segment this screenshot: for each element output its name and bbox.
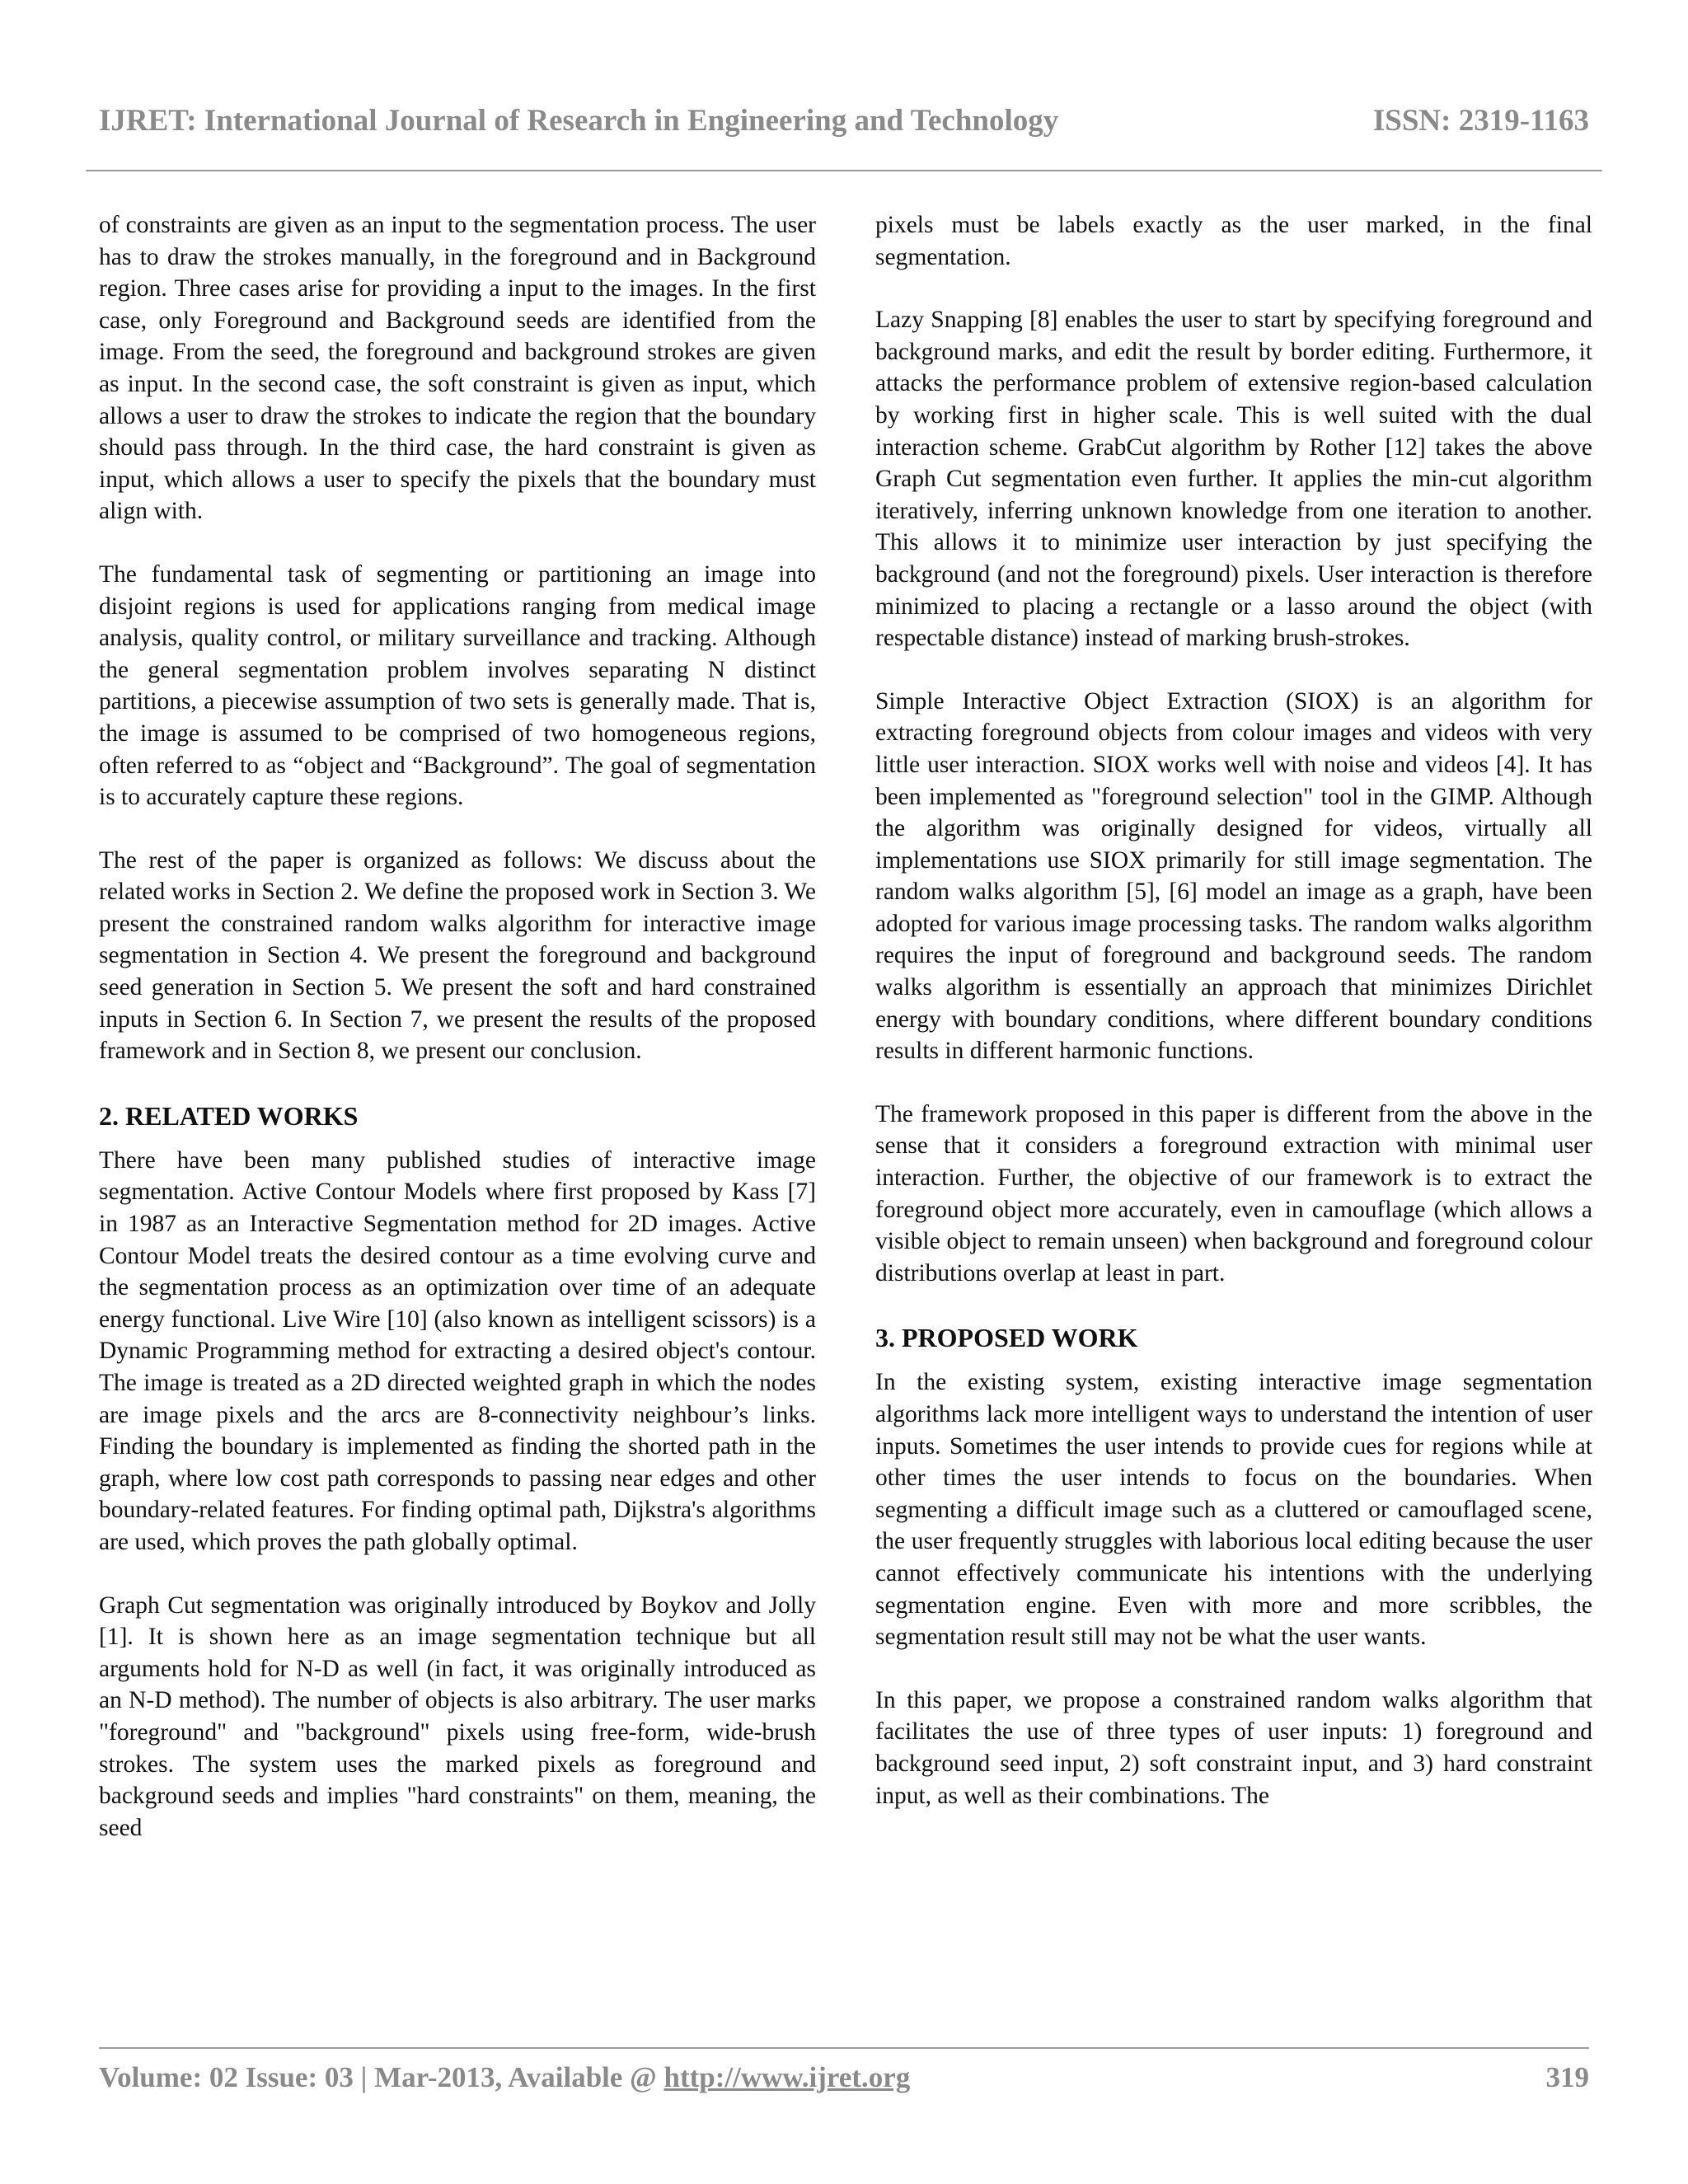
paragraph: pixels must be labels exactly as the user marked, in the final segmentation. bbox=[875, 212, 1592, 270]
paragraph: In this paper, we propose a constrained random walks algorithm that facilitates the use of three types of user inputs: 1) foreground and background seed input, 2) soft constraint input, and 3) hard constraint input, as well as their combinations. The bbox=[875, 1686, 1592, 1809]
paragraph: The fundamental task of segmenting or partitioning an image into disjoint regions is used for applications ranging from medical image analysis, quality control, or military surveillance and tracking. Although the general segmentation problem involves separating N distinct partitions, a piecewise assumption of two sets is generally made. That is, the image is assumed to be comprised of two homogeneous regions, often referred to as “object and “Background”. The goal of segmentation is to accurately capture these regions. bbox=[99, 560, 816, 811]
paragraph: Graph Cut segmentation was originally introduced by Boykov and Jolly [1]. It is shown here as an image segmentation technique but all arguments hold for N-D as well (in fact, it was originally introduced as an N-D method). The number of objects is also arbitrary. The user marks "foreground" and "background" pixels using free-form, wide-brush strokes. The system uses the marked pixels as foreground and background seeds and implies "hard constraints" on them, meaning, the seed bbox=[99, 1591, 816, 1841]
header-rule bbox=[86, 170, 1602, 171]
left-column bbox=[99, 209, 816, 2014]
paragraph: Lazy Snapping [8] enables the user to start by specifying foreground and background marks, and edit the result by border editing. Furthermore, it attacks the performance problem of extensive region-based calculation by working first in higher scale. This is well suited with the dual interaction scheme. GrabCut algorithm by Rother [12] takes the above Graph Cut segmentation even further. It applies the min-cut algorithm iteratively, inferring unknown knowledge from one iteration to another. This allows it to minimize user interaction by just specifying the background (and not the foreground) pixels. User interaction is therefore minimized to placing a rectangle or a lasso around the object (with respectable distance) instead of marking brush-strokes. bbox=[875, 307, 1592, 652]
journal-link[interactable]: http://www.ijret.org bbox=[663, 2061, 911, 2093]
section-heading: 3. PROPOSED WORK bbox=[875, 1323, 1138, 1353]
running-footer bbox=[99, 2055, 1589, 2100]
footer-volume bbox=[99, 2061, 910, 2094]
issn: ISSN: 2319-1163 bbox=[1372, 103, 1589, 138]
paragraph: There have been many published studies of interactive image segmentation. Active Contour Models where first proposed by Kass [7] in 1987 as an Interactive Segmentation method for 2D images. Active Contour Model treats the desired contour as a time evolving curve and the segmentation process as an optimization over time of an adequate energy functional. Live Wire [10] (also known as intelligent scissors) is a Dynamic Programming method for extracting a desired object's contour. The image is treated as a 2D directed weighted graph in which the nodes are image pixels and the arcs are 8-connectivity neighbour’s links. Finding the boundary is implemented as finding the shorted path in the graph, where low cost path corresponds to passing near edges and other boundary-related features. For finding optimal path, Dijkstra's algorithms are used, which proves the path globally optimal. bbox=[99, 1146, 816, 1555]
footer-volume-text: Volume: 02 Issue: 03 | Mar-2013, Available @ bbox=[99, 2061, 664, 2093]
footer-rule bbox=[99, 2047, 1589, 2049]
paragraph: In the existing system, existing interactive image segmentation algorithms lack more intelligent ways to understand the intention of user inputs. Sometimes the user intends to provide cues for regions while at other times the user intends to focus on the boundaries. When segmenting a difficult image such as a cluttered or camouflaged scene, the user frequently struggles with laborious local editing because the user cannot effectively communicate his intentions with the underlying segmentation engine. Even with more and more scribbles, the segmentation result still may not be what the user wants. bbox=[875, 1369, 1592, 1651]
running-header bbox=[99, 97, 1589, 143]
paragraph: Simple Interactive Object Extraction (SIOX) is an algorithm for extracting foreground objects from colour images and videos with very little user interaction. SIOX works well with noise and videos [4]. It has been implemented as "foreground selection" tool in the GIMP. Although the algorithm was originally designed for videos, virtually all implementations use SIOX primarily for still image segmentation. The random walks algorithm [5], [6] model an image as a graph, have been adopted for various image processing tasks. The random walks algorithm requires the input of foreground and background seeds. The random walks algorithm is essentially an approach that minimizes Dirichlet energy with boundary conditions, where different boundary conditions results in different harmonic functions. bbox=[875, 687, 1592, 1065]
body-columns bbox=[99, 209, 1592, 2014]
right-column bbox=[875, 209, 1592, 2014]
section-heading: 2. RELATED WORKS bbox=[99, 1100, 359, 1131]
paragraph: of constraints are given as an input to the segmentation process. The user has to draw the strokes manually, in the foreground and in Background region. Three cases arise for providing a input to the images. In the first case, only Foreground and Background seeds are identified from the image. From the seed, the foreground and background strokes are given as input. In the second case, the soft constraint is given as input, which allows a user to draw the strokes to indicate the region that the boundary should pass through. In the third case, the hard constraint is given as input, which allows a user to specify the pixels that the boundary must align with. bbox=[99, 212, 816, 525]
paragraph: The framework proposed in this paper is different from the above in the sense that it considers a foreground extraction with minimal user interaction. Further, the objective of our framework is to extract the foreground object more accurately, even in camouflage (which allows a visible object to remain unseen) when background and foreground colour distributions overlap at least in part. bbox=[875, 1100, 1592, 1286]
page-number: 319 bbox=[1545, 2061, 1589, 2093]
paragraph: The rest of the paper is organized as follows: We discuss about the related works in Section 2. We define the proposed work in Section 3. We present the constrained random walks algorithm for interactive image segmentation in Section 4. We present the foreground and background seed generation in Section 5. We present the soft and hard constrained inputs in Section 6. In Section 7, we present the results of the proposed framework and in Section 8, we present our conclusion. bbox=[99, 846, 816, 1065]
journal-title: IJRET: International Journal of Research in Engineering and Technology bbox=[99, 103, 1059, 138]
